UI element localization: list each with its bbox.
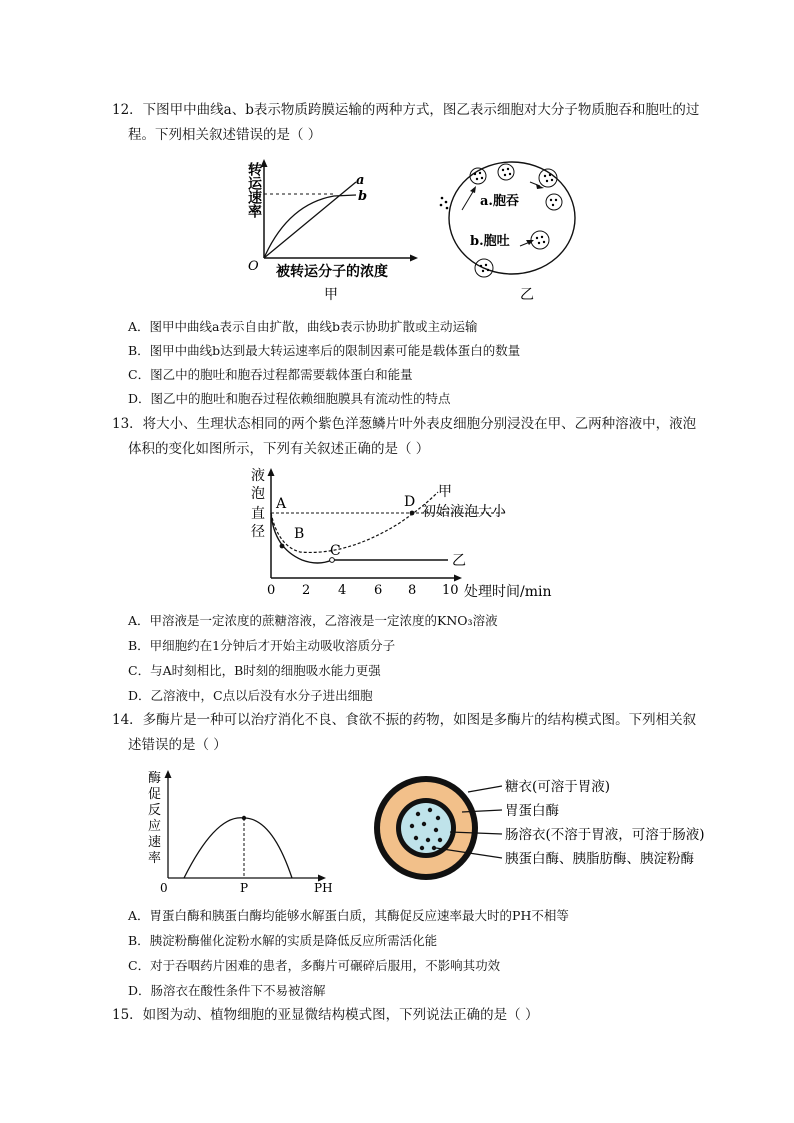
- q12-figure-yi: [436, 160, 582, 308]
- curve-b: [264, 195, 356, 258]
- q14-ylabel-3: 应: [148, 819, 162, 834]
- jia-xlabel: 被转运分子的浓度: [276, 264, 388, 280]
- yi-label-b: b.胞吐: [470, 234, 510, 249]
- jia-ylabel: 转运速率: [246, 162, 262, 218]
- q13-ylabel-0: 液: [251, 468, 265, 484]
- tablet-label-enteric-coat: 肠溶衣(不溶于胃液，可溶于肠液): [505, 827, 705, 843]
- jia-origin: O: [248, 259, 259, 274]
- jia-caption: 甲: [324, 287, 338, 303]
- q13-point-c: C: [330, 543, 341, 559]
- q13-point-b: B: [294, 526, 305, 542]
- q14-option-c[interactable]: C．对于吞咽药片困难的患者，多酶片可碾碎后服用，不影响其功效: [128, 958, 501, 973]
- q13-series-yi: 乙: [452, 553, 466, 569]
- q13-stem-line1: 13．将大小、生理状态相同的两个紫色洋葱鳞片叶外表皮细胞分别浸没在甲、乙两种溶液中，液泡: [112, 416, 697, 432]
- q13-ylabel-1: 泡: [251, 486, 265, 502]
- q14-xlabel: PH: [314, 881, 333, 895]
- q13-option-b[interactable]: B．甲细胞约在1分钟后才开始主动吸收溶质分子: [128, 638, 396, 653]
- q13-xtick-2: 4: [338, 583, 347, 598]
- q13-baseline-label: 初始液泡大小: [422, 504, 506, 520]
- q14-curve: [184, 818, 292, 878]
- q13-xtick-4: 8: [408, 583, 417, 598]
- q14-figure-tablet: [372, 772, 730, 892]
- yi-label-a: a.胞吞: [480, 194, 519, 209]
- q14-ylabel-1: 促: [148, 787, 162, 802]
- q14-figure-curve: [144, 768, 344, 896]
- q13-xtick-5: 10: [442, 583, 459, 598]
- q12-option-c[interactable]: C．图乙中的胞吐和胞吞过程都需要载体蛋白和能量: [128, 367, 413, 382]
- q14-option-b[interactable]: B．胰淀粉酶催化淀粉水解的实质是降低反应所需活化能: [128, 933, 438, 948]
- tablet-enteric-core: [401, 803, 451, 853]
- q13-ylabel-2: 直: [251, 506, 265, 522]
- curve-a-label: a: [356, 173, 365, 188]
- q14-origin: 0: [160, 881, 168, 895]
- q14-ylabel-2: 反: [148, 803, 162, 818]
- q14-option-a[interactable]: A．胃蛋白酶和胰蛋白酶均能够水解蛋白质，其酶促反应速率最大时的PH不相等: [128, 908, 569, 923]
- tablet-label-pepsin: 胃蛋白酶: [505, 803, 559, 819]
- q14-stem-line2: 述错误的是（ ）: [128, 737, 227, 753]
- curve-a: [264, 182, 356, 258]
- q13-figure: [246, 466, 572, 606]
- q15-stem-line1: 15．如图为动、植物细胞的亚显微结构模式图，下列说法正确的是（ ）: [112, 1007, 539, 1023]
- q13-option-a[interactable]: A．甲溶液是一定浓度的蔗糖溶液，乙溶液是一定浓度的KNO₃溶液: [128, 613, 498, 628]
- q13-xtick-0: 0: [267, 583, 276, 598]
- q12-option-d[interactable]: D．图乙中的胞吐和胞吞过程依赖细胞膜具有流动性的特点: [128, 391, 451, 406]
- q14-option-d[interactable]: D．肠溶衣在酸性条件下不易被溶解: [128, 983, 326, 998]
- q13-point-a: A: [276, 496, 287, 512]
- tablet-label-pancreatic-enzymes: 胰蛋白酶、胰脂肪酶、胰淀粉酶: [505, 851, 694, 867]
- q12-stem-line1: 12．下图甲中曲线a、b表示物质跨膜运输的两种方式，图乙表示细胞对大分子物质胞吞和胞吐的过: [112, 102, 700, 118]
- q13-series-jia: 甲: [438, 484, 452, 500]
- q12-option-b[interactable]: B．图甲中曲线b达到最大转运速率后的限制因素可能是载体蛋白的数量: [128, 343, 521, 358]
- tablet-label-sugar-coat: 糖衣(可溶于胃液): [505, 779, 611, 795]
- q13-option-d[interactable]: D．乙溶液中，C点以后没有水分子进出细胞: [128, 688, 373, 703]
- q13-xtick-1: 2: [302, 583, 311, 598]
- q14-stem-line1: 14．多酶片是一种可以治疗消化不良、食欲不振的药物，如图是多酶片的结构模式图。下列相关叙: [112, 712, 697, 728]
- q13-ylabel-3: 径: [251, 524, 265, 540]
- q14-ylabel-0: 酶: [148, 771, 162, 786]
- q13-xlabel: 处理时间/min: [464, 584, 552, 600]
- q13-stem-line2: 体积的变化如图所示，下列有关叙述正确的是（ ）: [128, 441, 430, 457]
- q14-peak-label: P: [240, 881, 249, 895]
- q12-stem-line2: 程。下列相关叙述错误的是（ ）: [128, 127, 322, 143]
- curve-b-label: b: [358, 189, 368, 204]
- q13-point-d: D: [404, 494, 416, 510]
- q12-figure-jia: [232, 156, 428, 308]
- q14-ylabel-4: 速: [148, 835, 162, 850]
- q13-xtick-3: 6: [374, 583, 383, 598]
- q14-ylabel-5: 率: [148, 851, 162, 866]
- q12-option-a[interactable]: A．图甲中曲线a表示自由扩散，曲线b表示协助扩散或主动运输: [128, 319, 478, 334]
- q13-option-c[interactable]: C．与A时刻相比，B时刻的细胞吸水能力更强: [128, 663, 381, 678]
- yi-caption: 乙: [520, 287, 534, 303]
